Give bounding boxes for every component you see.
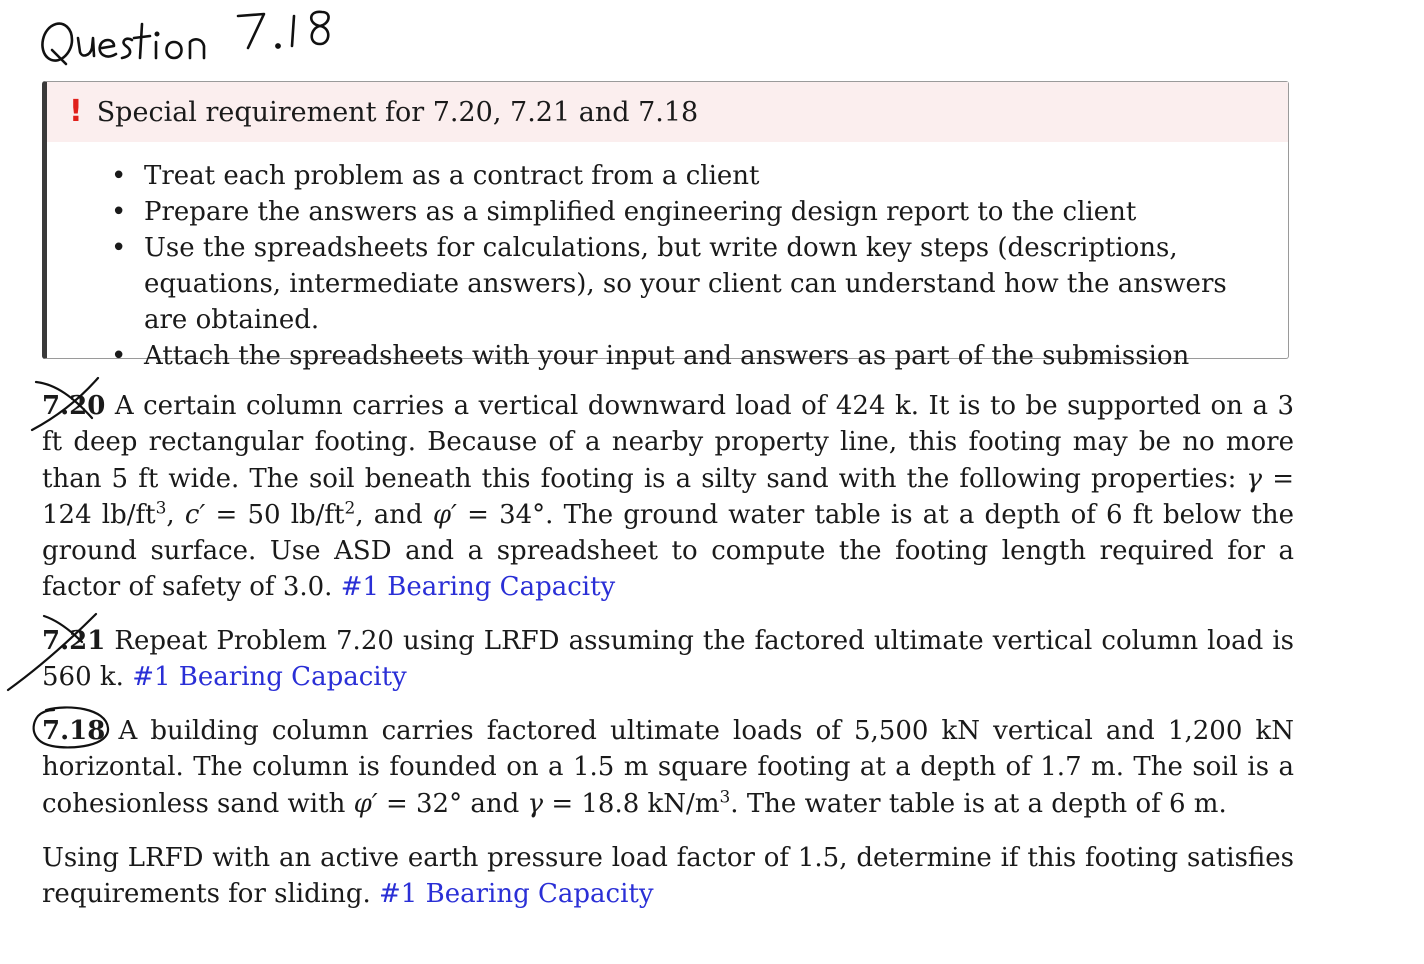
- problem-7-18: [42, 713, 1294, 822]
- bearing-capacity-link[interactable]: #1 Bearing Capacity: [379, 879, 654, 910]
- problem-text: , and: [355, 499, 433, 530]
- problem-text: = 50 lb/ft: [205, 499, 345, 530]
- special-requirement-callout: [42, 81, 1289, 371]
- problem-text: Using LRFD with an active earth pressure load factor of 1.5, determine if this footing satisfies requirements for sliding.: [42, 843, 1294, 910]
- superscript: 3: [719, 786, 731, 807]
- exclamation-icon: !: [69, 94, 83, 129]
- problem-text: A certain column carries a vertical downward load of 424 k. It is to be supported on a 3 ft deep rectangular footing. Because of a nearby property line, this footing may be no more than 5 ft wide. The soil beneath this footing is a silty sand with the following properties:: [42, 391, 1294, 494]
- math-symbol: φ′: [353, 788, 378, 819]
- problem-text: = 18.8 kN/m: [543, 788, 720, 819]
- callout-header: [47, 82, 1288, 142]
- problem-text: ,: [166, 499, 185, 530]
- problem-text: A building column carries factored ultimate loads of 5,500 kN vertical and 1,200 kN horizontal. The column is founded on a 1.5 m square footing at a depth of 1.7 m. The soil is a cohesionless sand with: [42, 716, 1294, 819]
- problem-text: = 124 lb/ft: [42, 463, 1294, 530]
- problem-number: 7.18: [42, 716, 106, 746]
- problem-text: . The water table is at a depth of 6 m.: [730, 788, 1227, 819]
- handwritten-title: [36, 2, 336, 72]
- math-symbol: c′: [184, 499, 206, 530]
- requirements-list: [111, 158, 1268, 374]
- callout-title: Special requirement for 7.20, 7.21 and 7.18: [96, 96, 699, 128]
- problem-7-18-paragraph-2: [42, 840, 1294, 913]
- superscript: 3: [155, 498, 167, 519]
- problem-text: Repeat Problem 7.20 using LRFD assuming the factored ultimate vertical column load is 560 k.: [42, 626, 1294, 693]
- problem-number: 7.20: [42, 391, 106, 421]
- callout-body: [47, 142, 1288, 374]
- problem-text: = 32° and: [377, 788, 528, 819]
- problem-number: 7.21: [42, 626, 106, 656]
- problem-7-21: [42, 623, 1294, 696]
- requirement-item: • Attach the spreadsheets with your input and answers as part of the submission: [111, 338, 1268, 374]
- requirement-item: • Use the spreadsheets for calculations, but write down key steps (descriptions, equations, intermediate answers), so your client can understand how the answers are obtained.: [111, 230, 1268, 338]
- superscript: 2: [344, 498, 356, 519]
- math-symbol: γ: [527, 788, 544, 819]
- problem-7-20: [42, 388, 1294, 606]
- requirement-item: • Prepare the answers as a simplified engineering design report to the client: [111, 194, 1268, 230]
- requirement-item: • Treat each problem as a contract from a client: [111, 158, 1268, 194]
- bearing-capacity-link[interactable]: #1 Bearing Capacity: [132, 662, 407, 693]
- math-symbol: φ′: [432, 499, 457, 530]
- math-symbol: γ: [1246, 463, 1263, 494]
- bearing-capacity-link[interactable]: #1 Bearing Capacity: [340, 572, 616, 603]
- problem-text: = 34°. The ground water table is at a depth of 6 ft below the ground surface. Use ASD and a spreadsheet to compute the footing length required for a factor of safety of 3.0.: [42, 499, 1295, 603]
